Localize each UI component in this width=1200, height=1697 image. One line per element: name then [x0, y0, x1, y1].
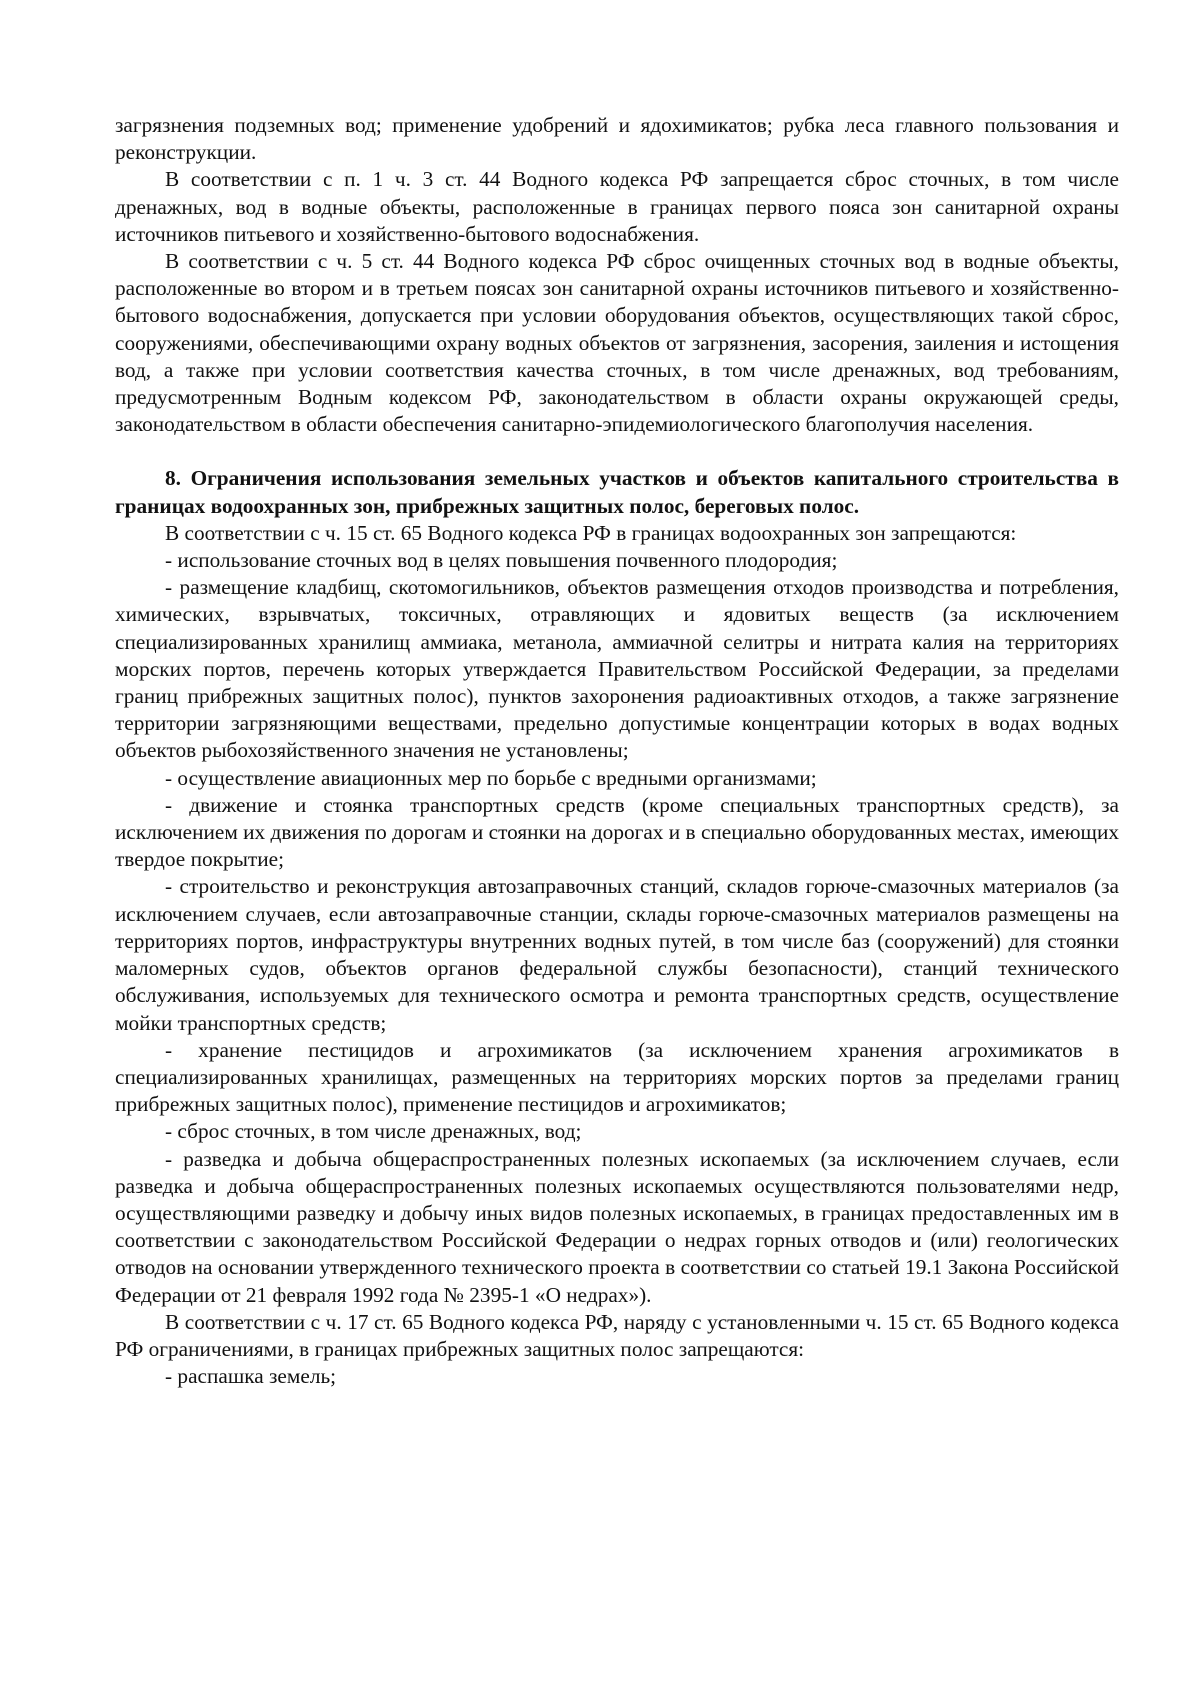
section-heading: 8. Ограничения использования земельных участков и объектов капитального строительства в границах водоохранных зон, прибрежных защитных полос, береговых полос. [115, 466, 1119, 518]
document-page [115, 112, 1119, 1390]
continuation-paragraph: загрязнения подземных вод; применение удобрений и ядохимикатов; рубка леса главного пользования и реконструкции. [115, 113, 1119, 165]
paragraph-article-44-part-3: В соответствии с п. 1 ч. 3 ст. 44 Водного кодекса РФ запрещается сброс сточных, в том числе дренажных, вод в водные объекты, расположенные в границах первого пояса зон санитарной охраны источников питьевого и хозяйственно-бытового водоснабжения. [115, 167, 1119, 246]
paragraph-article-44-part-5: В соответствии с ч. 5 ст. 44 Водного кодекса РФ сброс очищенных сточных вод в водные объекты, расположенные во втором и в третьем поясах зон санитарной охраны источников питьевого и хозяйственно-бытового водоснабжения, допускается при условии оборудования объектов, осуществляющих такой сброс, сооружениями, обеспечивающими охрану водных объектов от загрязнения, засорения, заиления и истощения вод, а также при условии соответствия качества сточных, в том числе дренажных, вод требованиям, предусмотренным Водным кодексом РФ, законодательством в области охраны окружающей среды, законодательством в области обеспечения санитарно-эпидемиологического благополучия населения. [115, 249, 1119, 437]
list-item: - использование сточных вод в целях повышения почвенного плодородия; [165, 548, 838, 573]
paragraph-article-65-part-17: В соответствии с ч. 17 ст. 65 Водного кодекса РФ, наряду с установленными ч. 15 ст. 65 Водного кодекса РФ ограничениями, в границах прибрежных защитных полос запрещаются: [115, 1309, 1119, 1361]
list-item: - размещение кладбищ, скотомогильников, объектов размещения отходов производства и потребления, химических, взрывчатых, токсичных, отравляющих и ядовитых веществ (за исключением специализированных хранилищ аммиака, метанола, аммиачной селитры и нитрата калия на территориях морских портов, перечень которых утверждается Правительством Российской Федерации, за пределами границ прибрежных защитных полос), пунктов захоронения радиоактивных отходов, а также загрязнение территории загрязняющими веществами, предельно допустимые концентрации которых в водах водных объектов рыбохозяйственного значения не установлены; [115, 575, 1119, 763]
list-item: - движение и стоянка транспортных средств (кроме специальных транспортных средств), за исключением их движения по дорогам и стоянки на дорогах и в специально оборудованных местах, имеющих твердое покрытие; [115, 792, 1119, 872]
section-spacer [115, 438, 1119, 465]
list-item: - хранение пестицидов и агрохимикатов (за исключением хранения агрохимикатов в специализированных хранилищах, размещенных на территориях морских портов за пределами границ прибрежных защитных полос), применение пестицидов и агрохимикатов; [115, 1037, 1119, 1117]
paragraph-article-65-part-15: В соответствии с ч. 15 ст. 65 Водного кодекса РФ в границах водоохранных зон запрещаются: [165, 520, 1017, 545]
list-item: - распашка земель; [165, 1364, 337, 1389]
list-item: - строительство и реконструкция автозаправочных станций, складов горюче-смазочных материалов (за исключением случаев, если автозаправочные станции, склады горюче-смазочных материалов размещены на территориях портов, инфраструктуры внутренних водных путей, в том числе баз (сооружений) для стоянки маломерных судов, объектов органов федеральной службы безопасности), станций технического обслуживания, используемых для технического осмотра и ремонта транспортных средств, осуществление мойки транспортных средств; [115, 874, 1119, 1035]
list-item: - разведка и добыча общераспространенных полезных ископаемых (за исключением случаев, если разведка и добыча общераспространенных полезных ископаемых осуществляются пользователями недр, осуществляющими разведку и добычу иных видов полезных ископаемых, в границах предоставленных им в соответствии с законодательством Российской Федерации о недрах горных отводов и (или) геологических отводов на основании утвержденного технического проекта в соответствии со статьей 19.1 Закона Российской Федерации от 21 февраля 1992 года № 2395-1 «О недрах»). [115, 1146, 1119, 1307]
list-item: - сброс сточных, в том числе дренажных, вод; [165, 1119, 582, 1144]
list-item: - осуществление авиационных мер по борьбе с вредными организмами; [165, 765, 817, 790]
